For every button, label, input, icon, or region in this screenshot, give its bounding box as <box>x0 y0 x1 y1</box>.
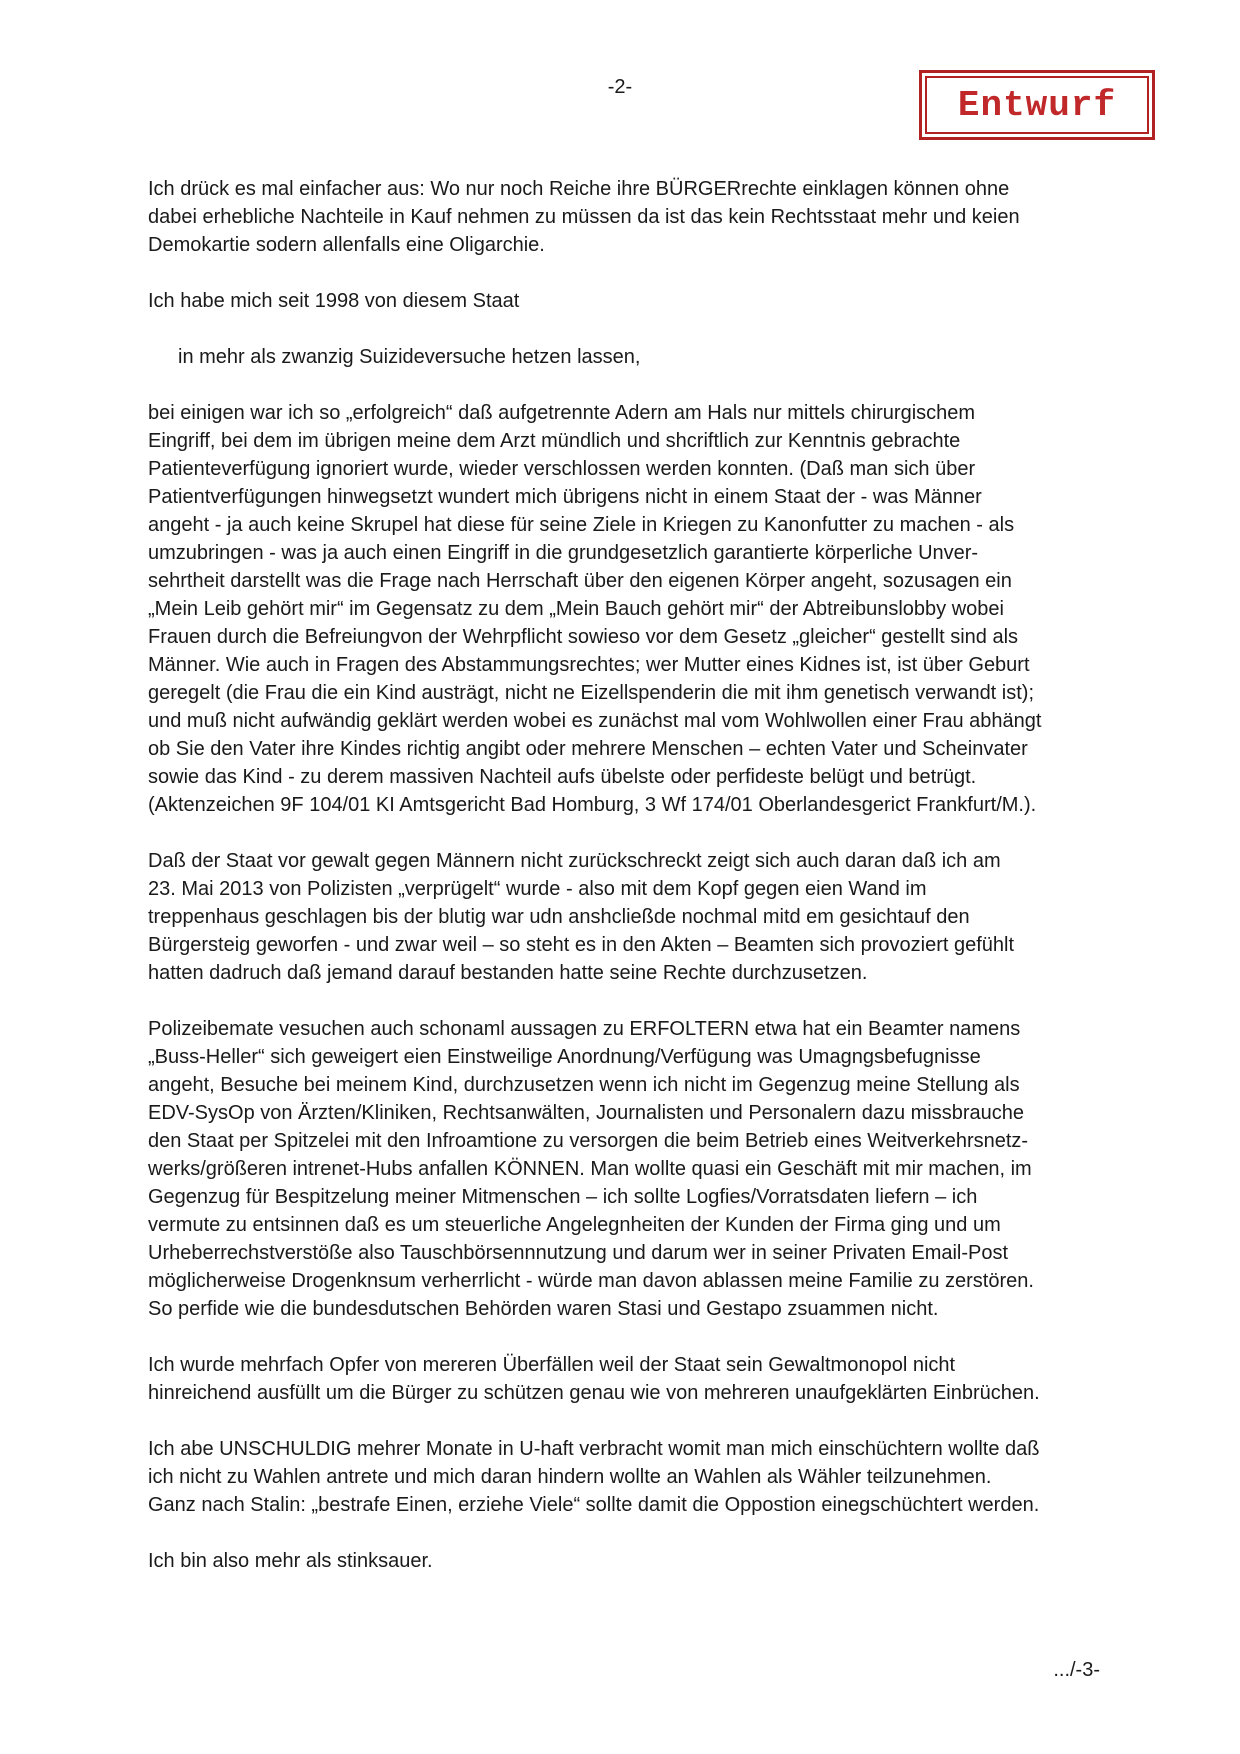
paragraph <box>148 399 1118 819</box>
text-line: Ich bin also mehr als stinksauer. <box>148 1550 433 1572</box>
text-line: bei einigen war ich so „erfolgreich“ daß aufgetrennte Adern am Hals nur mittels chirurgischem <box>148 402 976 424</box>
text-line: Polizeibemate vesuchen auch schonaml aussagen zu ERFOLTERN etwa hat ein Beamter namens <box>148 1018 1021 1040</box>
text-line: Ganz nach Stalin: „bestrafe Einen, erziehe Viele“ sollte damit die Oppostion einegschüchtert werden. <box>148 1494 1040 1516</box>
page-number: -2- <box>607 76 633 98</box>
text-line: umzubringen - was ja auch einen Eingriff in die grundgesetzlich garantierte körperliche Unver- <box>148 542 979 564</box>
paragraph <box>148 287 1118 315</box>
continuation-marker: .../-3- <box>1053 1659 1100 1681</box>
text-line: und muß nicht aufwändig geklärt werden wobei es zunächst mal vom Wohlwollen einer Frau abhängt <box>148 710 1042 732</box>
text-line: ob Sie den Vater ihre Kindes richtig angibt oder mehrere Menschen – echten Vater und Scheinvater <box>148 738 1028 760</box>
text-line: Patienteverfügung ignoriert wurde, wieder verschlossen werden konnten. (Daß man sich über <box>148 458 976 480</box>
text-line: Ich habe mich seit 1998 von diesem Staat <box>148 290 520 312</box>
text-line: So perfide wie die bundesdutschen Behörden waren Stasi und Gestapo zsuammen nicht. <box>148 1298 939 1320</box>
text-line: (Aktenzeichen 9F 104/01 KI Amtsgericht Bad Homburg, 3 Wf 174/01 Oberlandesgerict Frankfurt/M.). <box>148 794 1037 816</box>
text-line: ich nicht zu Wahlen antrete und mich daran hindern wollte an Wahlen als Wähler teilzunehmen. <box>148 1466 992 1488</box>
paragraph <box>148 1351 1118 1407</box>
text-line: möglicherweise Drogenknsum verherrlicht - würde man davon ablassen meine Familie zu zerstören. <box>148 1270 1034 1292</box>
text-line: EDV-SysOp von Ärzten/Kliniken, Rechtsanwälten, Journalisten und Personalern dazu missbrauche <box>148 1102 1025 1124</box>
draft-stamp <box>919 70 1155 140</box>
text-line: Daß der Staat vor gewalt gegen Männern nicht zurückschreckt zeigt sich auch daran daß ich am <box>148 850 1001 872</box>
text-line: sehrtheit darstellt was die Frage nach Herrschaft über den eigenen Körper angeht, sozusagen ein <box>148 570 1012 592</box>
text-line: Bürgersteig geworfen - und zwar weil – so steht es in den Akten – Beamten sich provoziert gefühlt <box>148 934 1015 956</box>
text-line: vermute zu entsinnen daß es um steuerliche Angelegnheiten der Kunden der Firma ging und um <box>148 1214 1001 1236</box>
text-line: sowie das Kind - zu derem massiven Nachteil aufs übelste oder perfideste belügt und betrügt. <box>148 766 977 788</box>
text-line: Frauen durch die Befreiungvon der Wehrpflicht sowieso vor dem Gesetz „gleicher“ gestellt sind als <box>148 626 1019 648</box>
text-line: Ich abe UNSCHULDIG mehrer Monate in U-haft verbracht womit man mich einschüchtern wollte daß <box>148 1438 1040 1460</box>
text-line: hatten dadruch daß jemand darauf bestanden hatte seine Rechte durchzusetzen. <box>148 962 868 984</box>
text-line: „Buss-Heller“ sich geweigert eien Einstweilige Anordnung/Verfügung was Umagngsbefugnisse <box>148 1046 981 1068</box>
paragraph <box>148 175 1118 259</box>
text-line: 23. Mai 2013 von Polizisten „verprügelt“ wurde - also mit dem Kopf gegen eien Wand im <box>148 878 927 900</box>
text-line: geregelt (die Frau die ein Kind austrägt, nicht ne Eizellspenderin die mit ihm genetisch verwandt ist); <box>148 682 1035 704</box>
text-line: Ich drück es mal einfacher aus: Wo nur noch Reiche ihre BÜRGERrechte einklagen können ohne <box>148 178 1010 200</box>
text-line: treppenhaus geschlagen bis der blutig war udn anshcließde nochmal mitd em gesichtauf den <box>148 906 970 928</box>
letter-body <box>148 175 1118 1603</box>
paragraph <box>148 847 1118 987</box>
text-line: dabei erhebliche Nachteile in Kauf nehmen zu müssen da ist das kein Rechtsstaat mehr und keien <box>148 206 1020 228</box>
text-line: Ich wurde mehrfach Opfer von mereren Überfällen weil der Staat sein Gewaltmonopol nicht <box>148 1354 956 1376</box>
text-line: in mehr als zwanzig Suizideversuche hetzen lassen, <box>178 346 641 368</box>
text-line: Gegenzug für Bespitzelung meiner Mitmenschen – ich sollte Logfies/Vorratsdaten liefern – ich <box>148 1186 978 1208</box>
text-line: hinreichend ausfüllt um die Bürger zu schützen genau wie von mehreren unaufgeklärten Einbrüchen. <box>148 1382 1040 1404</box>
text-line: Eingriff, bei dem im übrigen meine dem Arzt mündlich und shcriftlich zur Kenntnis gebrachte <box>148 430 961 452</box>
paragraph <box>148 1435 1118 1519</box>
draft-stamp-label: Entwurf <box>925 76 1149 134</box>
paragraph <box>148 1547 1118 1575</box>
text-line: angeht - ja auch keine Skrupel hat diese für seine Ziele in Kriegen zu Kanonfutter zu machen - als <box>148 514 1015 536</box>
text-line: Männer. Wie auch in Fragen des Abstammungsrechtes; wer Mutter eines Kidnes ist, ist über Geburt <box>148 654 1030 676</box>
text-line: „Mein Leib gehört mir“ im Gegensatz zu dem „Mein Bauch gehört mir“ der Abtreibunslobby wobei <box>148 598 1004 620</box>
text-line: den Staat per Spitzelei mit den Infroamtione zu versorgen die beim Betrieb eines Weitverkehrsnetz- <box>148 1130 1029 1152</box>
text-line: Demokartie sodern allenfalls eine Oligarchie. <box>148 234 545 256</box>
text-line: werks/größeren intrenet-Hubs anfallen KÖNNEN. Man wollte quasi ein Geschäft mit mir machen, im <box>148 1158 1032 1180</box>
text-line: angeht, Besuche bei meinem Kind, durchzusetzen wenn ich nicht im Gegenzug meine Stellung als <box>148 1074 1020 1096</box>
paragraph <box>148 343 1118 371</box>
text-line: Patientverfügungen hinwegsetzt wundert mich übrigens nicht in einem Staat der - was Männer <box>148 486 982 508</box>
paragraph <box>148 1015 1118 1323</box>
text-line: Urheberrechstverstöße also Tauschbörsennnutzung und darum wer in seiner Privaten Email-Post <box>148 1242 1009 1264</box>
